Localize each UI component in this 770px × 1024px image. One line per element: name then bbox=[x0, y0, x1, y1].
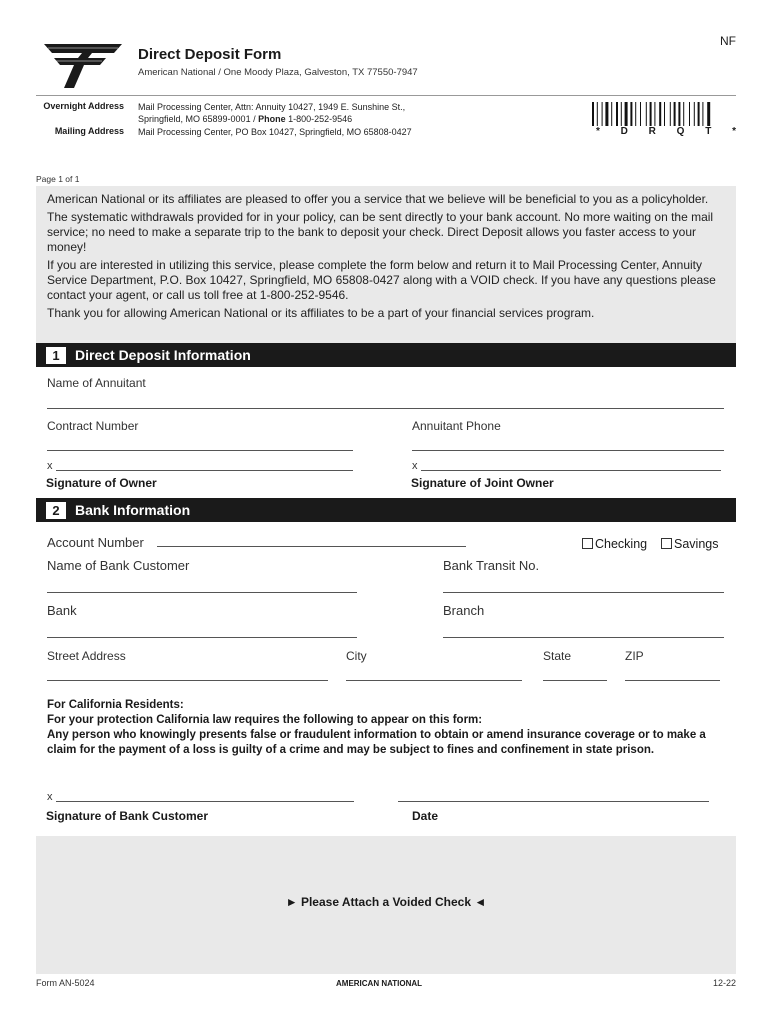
checking-option[interactable] bbox=[582, 535, 647, 553]
company-address: American National / One Moody Plaza, Galveston, TX 77550-7947 bbox=[138, 67, 418, 78]
barcode-bar bbox=[670, 102, 671, 126]
intro-paragraph: American National or its affiliates are pleased to offer you a service that we believe will be beneficial to you as a policyholder. bbox=[47, 192, 709, 206]
section-1-number: 1 bbox=[46, 347, 66, 364]
american-national-logo bbox=[44, 44, 122, 88]
overnight-address-label: Overnight Address bbox=[43, 101, 124, 111]
barcode-bar bbox=[664, 102, 665, 126]
corner-code: NF bbox=[720, 34, 736, 48]
barcode bbox=[592, 102, 736, 126]
section-2-header bbox=[36, 498, 736, 522]
account-number-field[interactable] bbox=[157, 546, 466, 547]
bank-customer-name-field[interactable] bbox=[47, 592, 357, 593]
overnight-city: Springfield, MO 65899-0001 / bbox=[138, 114, 259, 124]
street-address-label: Street Address bbox=[47, 649, 126, 663]
intro-paragraph: The systematic withdrawals provided for in your policy, can be sent directly to your bank account. No more waiting on the mail service; no need to make a separate trip to the bank to deposit your check. Direct Deposit allows you faster access to your money! bbox=[47, 210, 714, 254]
owner-signature-label: Signature of Owner bbox=[46, 476, 157, 490]
mailing-address: Mail Processing Center, PO Box 10427, Springfield, MO 65808-0427 bbox=[138, 127, 412, 137]
intro-paragraph: Thank you for allowing American National or its affiliates to be a part of your financial services program. bbox=[47, 306, 595, 320]
annuitant-phone-label: Annuitant Phone bbox=[412, 419, 501, 433]
barcode-bar bbox=[698, 102, 700, 126]
section-2-number: 2 bbox=[46, 502, 66, 519]
city-field[interactable] bbox=[346, 680, 522, 681]
barcode-bar bbox=[616, 102, 618, 126]
date-field[interactable] bbox=[398, 801, 709, 802]
barcode-bar bbox=[602, 102, 603, 126]
checking-checkbox[interactable] bbox=[582, 538, 593, 549]
contract-number-label: Contract Number bbox=[47, 419, 139, 433]
bank-transit-label: Bank Transit No. bbox=[443, 558, 540, 573]
barcode-bar bbox=[659, 102, 661, 126]
contract-number-field[interactable] bbox=[47, 450, 353, 451]
bank-customer-signature-label: Signature of Bank Customer bbox=[46, 809, 209, 823]
barcode-bar bbox=[605, 102, 608, 126]
barcode-char: R bbox=[648, 126, 656, 137]
california-notice-line: For your protection California law requires the following to appear on this form: bbox=[47, 714, 483, 726]
barcode-bar bbox=[683, 102, 684, 126]
overnight-address bbox=[138, 101, 405, 125]
joint-owner-signature-field[interactable] bbox=[421, 470, 721, 471]
form-number: Form AN-5024 bbox=[36, 978, 95, 988]
intro-text bbox=[47, 192, 727, 324]
branch-field[interactable] bbox=[443, 637, 724, 638]
street-address-field[interactable] bbox=[47, 680, 328, 681]
barcode-bar bbox=[640, 102, 641, 126]
california-notice-text: Any person who knowingly presents false or fraudulent information to obtain or amend insurance coverage or to make a claim for the payment of a loss is guilty of a crime and may be subject to fines and confinement in state prison. bbox=[47, 729, 706, 756]
attach-voided-check-note: ► Please Attach a Voided Check ◄ bbox=[285, 895, 487, 909]
section-2-title: Bank Information bbox=[75, 502, 191, 518]
barcode-bar bbox=[694, 102, 695, 126]
mailing-address-label: Mailing Address bbox=[54, 126, 124, 136]
barcode-bar bbox=[630, 102, 632, 126]
branch-label: Branch bbox=[443, 603, 485, 618]
barcode-bar bbox=[621, 102, 622, 126]
barcode-bar bbox=[674, 102, 676, 126]
california-notice-heading: For California Residents: bbox=[47, 699, 184, 711]
overnight-address-line2 bbox=[138, 113, 405, 125]
barcode-text bbox=[596, 126, 736, 137]
savings-option[interactable] bbox=[661, 535, 718, 553]
barcode-bar bbox=[646, 102, 647, 126]
section-1-title: Direct Deposit Information bbox=[75, 347, 251, 363]
barcode-char: D bbox=[620, 126, 628, 137]
barcode-bar bbox=[702, 102, 703, 126]
account-number-label: Account Number bbox=[47, 535, 144, 550]
signature-x: x bbox=[47, 791, 53, 803]
state-field[interactable] bbox=[543, 680, 607, 681]
signature-x: x bbox=[47, 460, 53, 472]
page-number: Page 1 of 1 bbox=[36, 174, 80, 184]
barcode-char: Q bbox=[676, 126, 685, 137]
overnight-address-line1: Mail Processing Center, Attn: Annuity 10427, 1949 E. Sunshine St., bbox=[138, 102, 406, 112]
footer-company: AMERICAN NATIONAL bbox=[336, 979, 423, 988]
owner-signature-field[interactable] bbox=[56, 470, 353, 471]
annuitant-phone-field[interactable] bbox=[412, 450, 724, 451]
city-label: City bbox=[346, 649, 367, 663]
barcode-bar bbox=[625, 102, 628, 126]
bank-customer-name-label: Name of Bank Customer bbox=[47, 558, 190, 573]
name-of-annuitant-field[interactable] bbox=[47, 408, 724, 409]
header-divider bbox=[36, 95, 736, 96]
barcode-bar bbox=[689, 102, 690, 126]
barcode-bar bbox=[635, 102, 636, 126]
checking-label: Checking bbox=[595, 537, 648, 551]
page-title: Direct Deposit Form bbox=[138, 46, 282, 63]
bank-transit-field[interactable] bbox=[443, 592, 724, 593]
intro-paragraph: If you are interested in utilizing this service, please complete the form below and return it to Mail Processing Center, Annuity Service Department, P.O. Box 10427, Springfield, MO 65808-0427 along with a VOID check. If you have any questions please contact your agent, or call us toll free at 1-800-252-9546. bbox=[47, 258, 716, 302]
date-label: Date bbox=[412, 809, 439, 823]
bank-field[interactable] bbox=[47, 637, 357, 638]
california-notice bbox=[47, 698, 731, 758]
joint-owner-signature-label: Signature of Joint Owner bbox=[411, 476, 554, 490]
zip-field[interactable] bbox=[625, 680, 720, 681]
barcode-bar bbox=[592, 102, 594, 126]
barcode-bar bbox=[650, 102, 652, 126]
section-1-header bbox=[36, 343, 736, 367]
bank-customer-signature-field[interactable] bbox=[56, 801, 354, 802]
phone-number: 1-800-252-9546 bbox=[285, 114, 353, 124]
barcode-bar bbox=[707, 102, 710, 126]
zip-label: ZIP bbox=[625, 649, 644, 663]
signature-x: x bbox=[412, 460, 418, 472]
barcode-char: * bbox=[596, 126, 600, 137]
barcode-char: * bbox=[732, 126, 736, 137]
phone-label: Phone bbox=[258, 114, 286, 124]
barcode-char: T bbox=[705, 126, 712, 137]
barcode-bar bbox=[597, 102, 598, 126]
barcode-bar bbox=[678, 102, 680, 126]
barcode-bar bbox=[611, 102, 612, 126]
savings-checkbox[interactable] bbox=[661, 538, 672, 549]
barcode-bar bbox=[654, 102, 655, 126]
name-of-annuitant-label: Name of Annuitant bbox=[47, 376, 146, 390]
state-label: State bbox=[543, 649, 572, 663]
savings-label: Savings bbox=[674, 537, 719, 551]
bank-label: Bank bbox=[47, 603, 77, 618]
revision-date: 12-22 bbox=[712, 978, 736, 988]
